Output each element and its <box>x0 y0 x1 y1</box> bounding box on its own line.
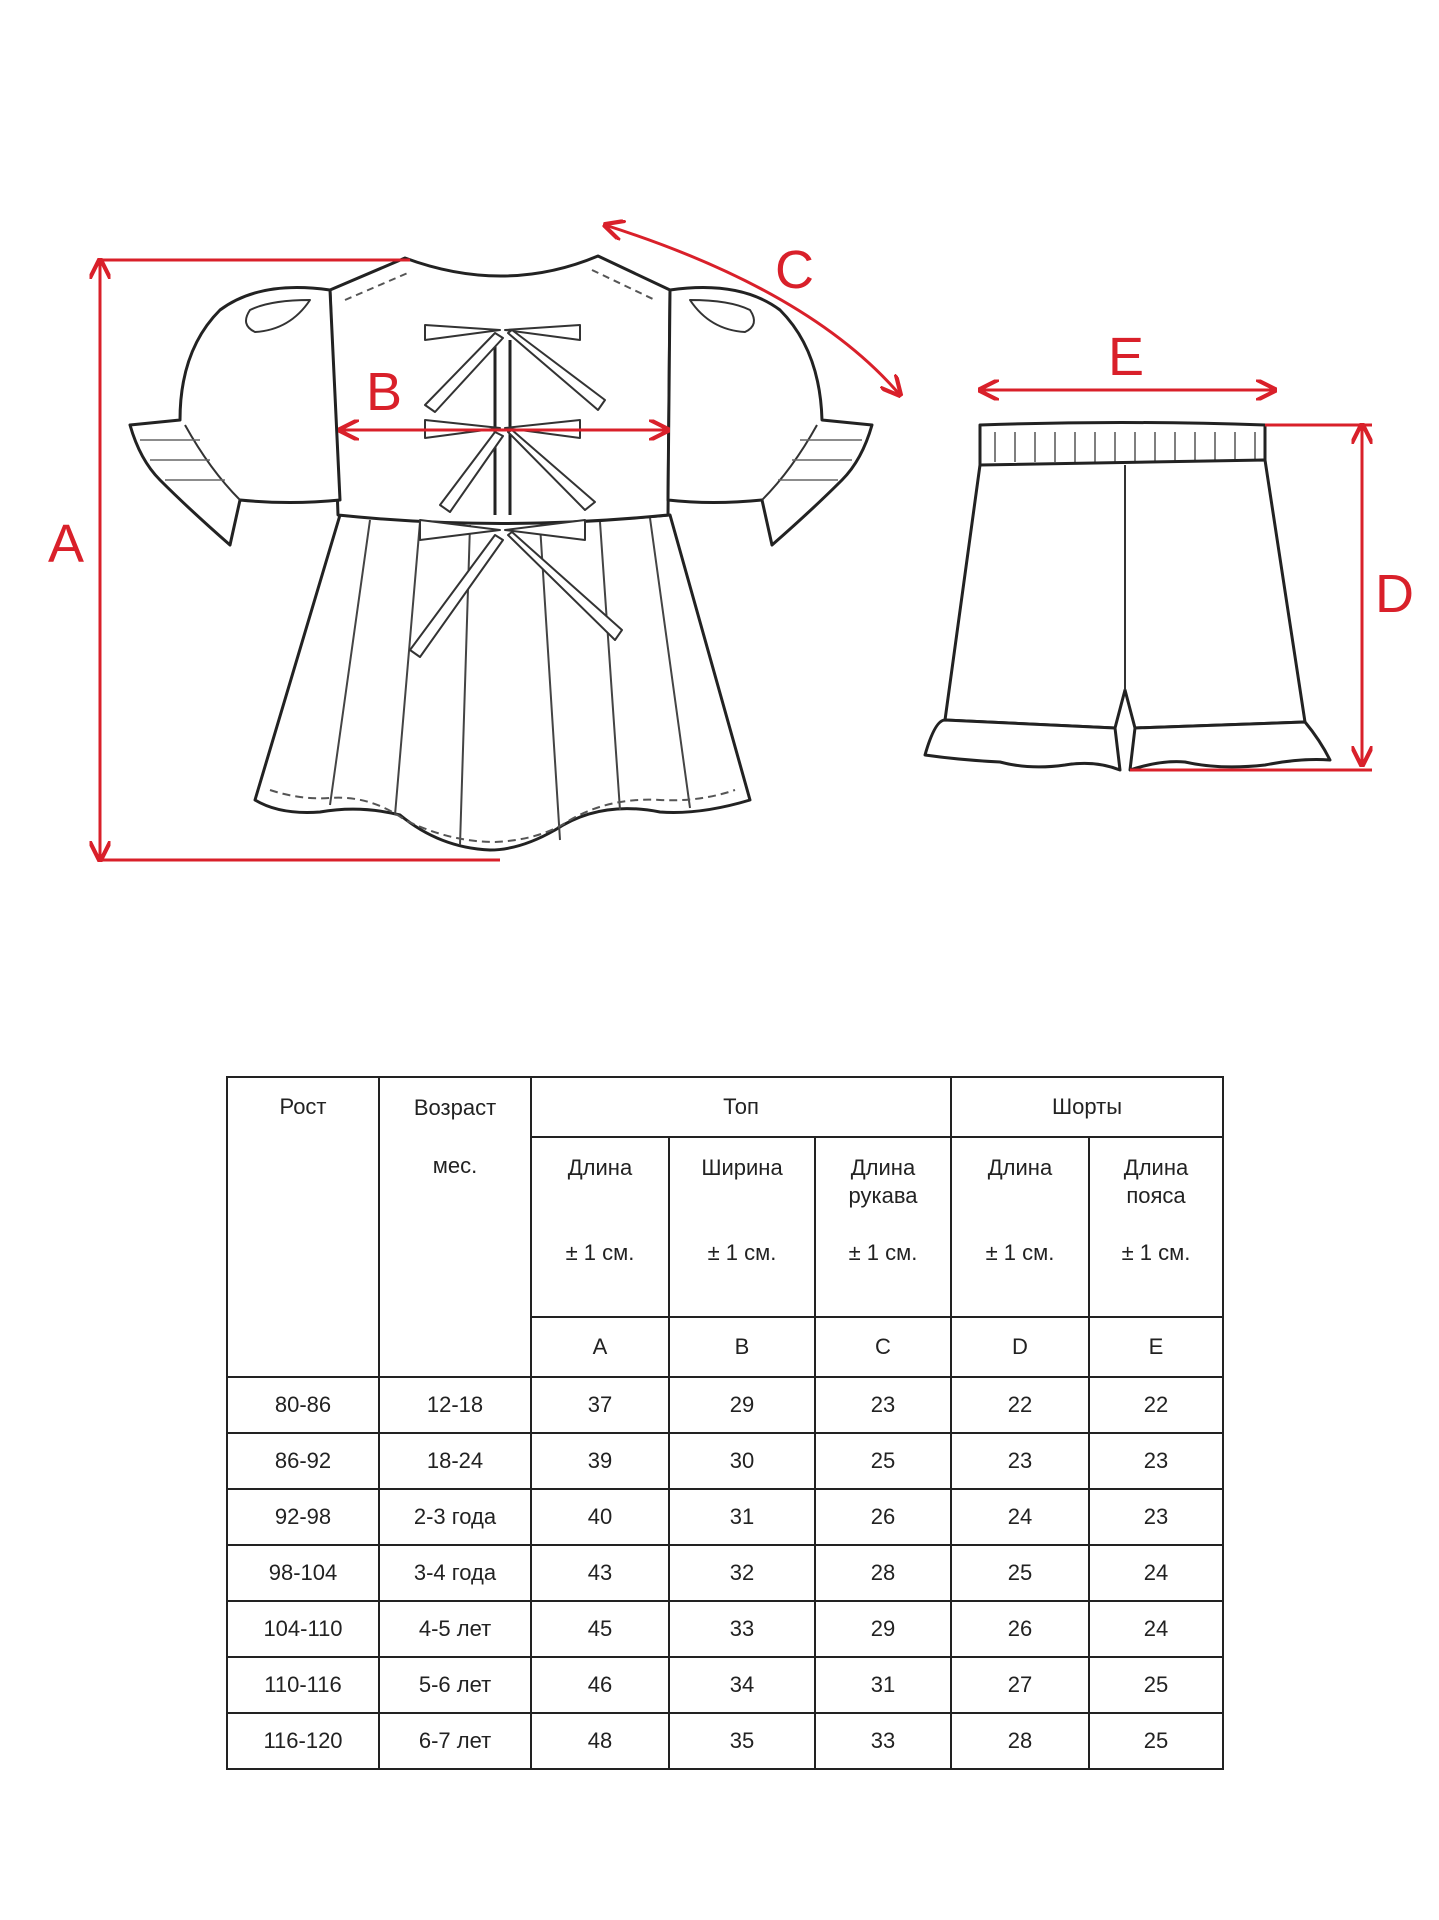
dim-label-c: C <box>775 240 814 300</box>
table-row <box>227 1489 1223 1545</box>
dim-label-b: B <box>366 362 403 422</box>
cell-c: 26 <box>815 1489 951 1545</box>
header-code-e: E <box>1089 1317 1223 1377</box>
cell-a: 39 <box>531 1433 669 1489</box>
cell-a: 48 <box>531 1713 669 1769</box>
cell-a: 37 <box>531 1377 669 1433</box>
cell-e: 22 <box>1089 1377 1223 1433</box>
dim-label-d: D <box>1375 564 1414 624</box>
cell-e: 24 <box>1089 1601 1223 1657</box>
cell-c: 25 <box>815 1433 951 1489</box>
cell-e: 25 <box>1089 1657 1223 1713</box>
header-code-d: D <box>951 1317 1089 1377</box>
header-code-b: B <box>669 1317 815 1377</box>
cell-age: 3-4 года <box>379 1545 531 1601</box>
cell-b: 29 <box>669 1377 815 1433</box>
cell-age: 4-5 лет <box>379 1601 531 1657</box>
cell-a: 45 <box>531 1601 669 1657</box>
cell-height: 92-98 <box>227 1489 379 1545</box>
cell-b: 34 <box>669 1657 815 1713</box>
cell-b: 33 <box>669 1601 815 1657</box>
table-row <box>227 1713 1223 1769</box>
table-row <box>227 1377 1223 1433</box>
dim-label-a: A <box>48 514 85 574</box>
cell-age: 6-7 лет <box>379 1713 531 1769</box>
shorts-drawing <box>925 423 1330 771</box>
cell-c: 31 <box>815 1657 951 1713</box>
cell-c: 29 <box>815 1601 951 1657</box>
table-row <box>227 1657 1223 1713</box>
header-shorts-length: Длина ± 1 см. <box>951 1137 1089 1317</box>
cell-age: 18-24 <box>379 1433 531 1489</box>
cell-a: 40 <box>531 1489 669 1545</box>
table-row <box>227 1601 1223 1657</box>
cell-d: 27 <box>951 1657 1089 1713</box>
cell-b: 35 <box>669 1713 815 1769</box>
cell-b: 32 <box>669 1545 815 1601</box>
cell-d: 28 <box>951 1713 1089 1769</box>
cell-height: 110-116 <box>227 1657 379 1713</box>
header-top-group: Топ <box>531 1077 951 1137</box>
cell-e: 23 <box>1089 1433 1223 1489</box>
cell-height: 98-104 <box>227 1545 379 1601</box>
header-waist-length: Длина пояса ± 1 см. <box>1089 1137 1223 1317</box>
cell-height: 80-86 <box>227 1377 379 1433</box>
cell-height: 104-110 <box>227 1601 379 1657</box>
cell-d: 25 <box>951 1545 1089 1601</box>
table-row <box>227 1545 1223 1601</box>
header-code-a: A <box>531 1317 669 1377</box>
cell-e: 23 <box>1089 1489 1223 1545</box>
cell-d: 23 <box>951 1433 1089 1489</box>
top-drawing <box>130 256 872 850</box>
cell-d: 26 <box>951 1601 1089 1657</box>
cell-c: 33 <box>815 1713 951 1769</box>
garment-diagram <box>0 0 1439 900</box>
dim-label-e: E <box>1108 327 1145 387</box>
cell-b: 30 <box>669 1433 815 1489</box>
cell-d: 24 <box>951 1489 1089 1545</box>
cell-d: 22 <box>951 1377 1089 1433</box>
cell-c: 28 <box>815 1545 951 1601</box>
header-sleeve-length: Длина рукава ± 1 см. <box>815 1137 951 1317</box>
header-height: Рост <box>227 1077 379 1377</box>
cell-age: 2-3 года <box>379 1489 531 1545</box>
header-top-length: Длина ± 1 см. <box>531 1137 669 1317</box>
header-age: Возраст мес. <box>379 1077 531 1377</box>
cell-age: 12-18 <box>379 1377 531 1433</box>
cell-height: 116-120 <box>227 1713 379 1769</box>
cell-a: 46 <box>531 1657 669 1713</box>
cell-height: 86-92 <box>227 1433 379 1489</box>
size-table <box>226 1076 1224 1770</box>
table-row <box>227 1433 1223 1489</box>
cell-a: 43 <box>531 1545 669 1601</box>
cell-e: 25 <box>1089 1713 1223 1769</box>
cell-age: 5-6 лет <box>379 1657 531 1713</box>
header-shorts-group: Шорты <box>951 1077 1223 1137</box>
header-top-width: Ширина ± 1 см. <box>669 1137 815 1317</box>
cell-b: 31 <box>669 1489 815 1545</box>
cell-c: 23 <box>815 1377 951 1433</box>
cell-e: 24 <box>1089 1545 1223 1601</box>
header-code-c: C <box>815 1317 951 1377</box>
